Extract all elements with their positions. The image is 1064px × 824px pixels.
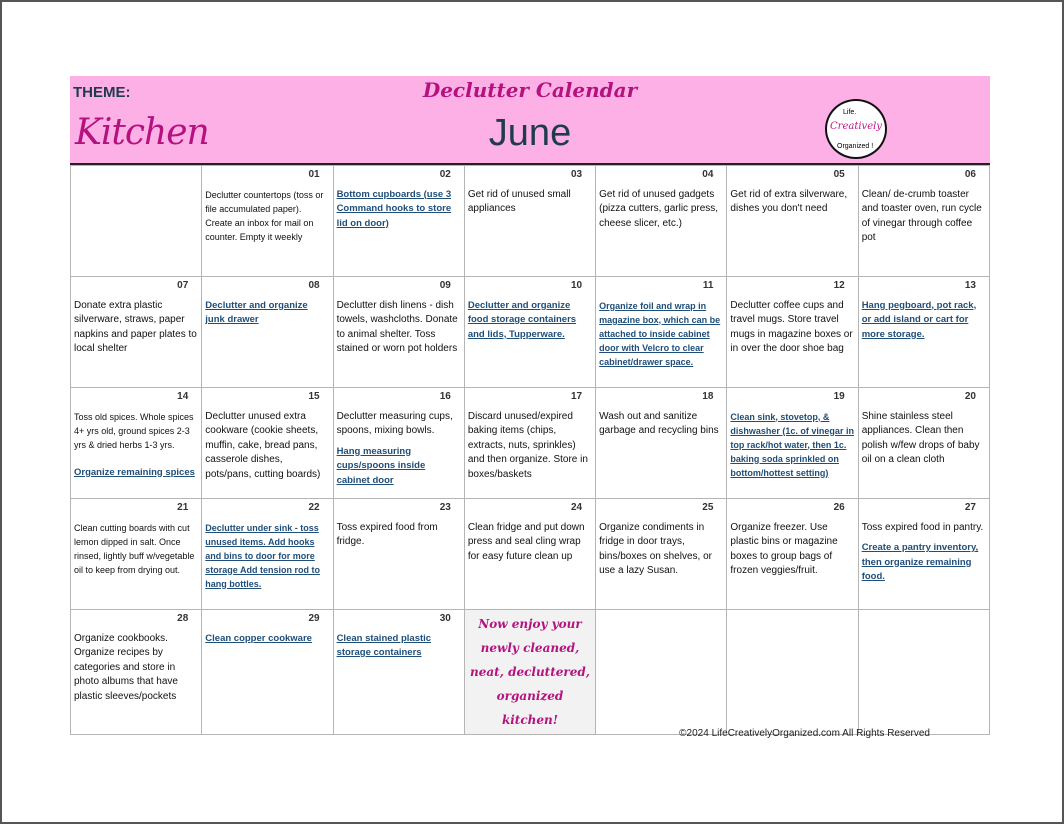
logo-text: Creatively <box>830 121 882 132</box>
task-text: Wash out and sanitize garbage and recycling bins <box>599 410 719 436</box>
task-text: Discard unused/expired baking items (chips, extracts, nuts, sprinkles) and then organize. Store in boxes/baskets <box>467 410 588 480</box>
day-number: 24 <box>571 502 583 513</box>
task-link[interactable]: Clean stained plastic storage containers <box>336 632 432 658</box>
calendar-day-cell <box>202 388 333 499</box>
task-text: Toss expired food from fridge. <box>336 521 438 547</box>
calendar-day-cell <box>71 166 202 277</box>
task-text: Organize cookbooks. Organize recipes by categories and store in photo albums that have plastic sleeves/pockets <box>74 632 178 702</box>
calendar-day-cell <box>858 277 989 388</box>
calendar-day-cell <box>858 166 989 277</box>
calendar-day-cell <box>71 499 202 610</box>
calendar-day-cell <box>202 277 333 388</box>
day-number: 02 <box>439 169 451 180</box>
day-number: 19 <box>833 391 845 402</box>
task-text: Declutter coffee cups and travel mugs. Store travel mugs in magazine boxes or in over the door shoe bag <box>730 299 853 354</box>
calendar-day-cell <box>464 277 595 388</box>
calendar-day-cell <box>71 388 202 499</box>
day-number: 12 <box>833 280 845 291</box>
task-link[interactable]: Create a pantry inventory, then organize remaining food. <box>861 542 979 582</box>
day-number: 11 <box>702 280 714 291</box>
calendar-day-cell <box>333 166 464 277</box>
calendar-day-cell <box>464 388 595 499</box>
day-number: 22 <box>308 502 320 513</box>
task-text: Clean/ de-crumb toaster and toaster oven, run cycle of vinegar through coffee pot <box>861 188 982 243</box>
calendar-day-cell <box>596 166 727 277</box>
task-link[interactable]: Organize remaining spices <box>74 466 195 478</box>
calendar-week <box>71 499 990 610</box>
calendar-grid <box>70 165 990 735</box>
task-link[interactable]: Declutter under sink - toss unused items. Add hooks and bins to door for more storage Add tension rod to hang bottles. <box>205 522 320 589</box>
theme-label: THEME: <box>73 84 131 101</box>
calendar-week <box>71 388 990 499</box>
day-number: 16 <box>439 391 451 402</box>
day-number: 20 <box>964 391 976 402</box>
empty-cell <box>727 610 858 735</box>
calendar-day-cell <box>464 499 595 610</box>
calendar-day-cell <box>464 166 595 277</box>
day-number: 15 <box>308 391 320 402</box>
task-link[interactable]: Declutter and organize food storage containers and lids, Tupperware. <box>467 299 577 340</box>
day-number: 29 <box>308 613 320 624</box>
task-text: Toss old spices. Whole spices 4+ yrs old, ground spices 2-3 yrs & dried herbs 1-3 yrs. <box>74 411 194 450</box>
task-text: Toss expired food in pantry. <box>861 521 984 533</box>
calendar-day-cell <box>596 277 727 388</box>
calendar-day-cell <box>202 166 333 277</box>
empty-cell <box>858 610 989 735</box>
task-text: Get rid of unused gadgets (pizza cutters, garlic press, cheese slicer, etc.) <box>599 188 719 229</box>
task-text: Declutter countertops (toss or file accumulated paper). Create an inbox for mail on counter. Empty it weekly <box>205 189 324 242</box>
calendar-day-cell <box>202 610 333 735</box>
task-link[interactable]: Hang measuring cups/spoons inside cabinet door <box>336 445 426 486</box>
task-link[interactable]: Hang pegboard, pot rack, or add island or cart for more storage. <box>861 299 977 340</box>
day-number: 28 <box>177 613 189 624</box>
day-number: 10 <box>571 280 583 291</box>
calendar-day-cell <box>202 499 333 610</box>
day-number: 17 <box>571 391 583 402</box>
day-number: 25 <box>702 502 714 513</box>
calendar-day-cell <box>333 499 464 610</box>
task-text: Donate extra plastic silverware, straws, paper napkins and paper plates to local shelter <box>74 299 197 354</box>
day-number: 09 <box>439 280 451 291</box>
calendar-day-cell <box>596 499 727 610</box>
calendar-day-cell <box>858 499 989 610</box>
logo-text: Organized ! <box>837 143 874 150</box>
theme-name: Kitchen <box>75 112 209 153</box>
task-text: Get rid of unused small appliances <box>467 188 571 214</box>
task-text: Organize freezer. Use plastic bins or magazine boxes to group bags of frozen veggies/fruit. <box>730 521 838 576</box>
empty-cell <box>596 610 727 735</box>
task-text: Get rid of extra silverware, dishes you don't need <box>730 188 848 214</box>
day-number: 08 <box>308 280 320 291</box>
day-number: 21 <box>177 502 189 513</box>
day-number: 18 <box>702 391 714 402</box>
calendar-day-cell <box>727 388 858 499</box>
calendar-title: Declutter Calendar <box>422 78 638 102</box>
task-link[interactable]: Declutter and organize junk drawer <box>205 299 308 325</box>
calendar-day-cell <box>333 610 464 735</box>
calendar-day-cell <box>333 388 464 499</box>
task-text: Organize condiments in fridge in door trays, bins/boxes on shelves, or use a lazy Susan. <box>599 521 712 576</box>
calendar-day-cell <box>596 388 727 499</box>
day-number: 30 <box>439 613 451 624</box>
month-title: June <box>488 112 572 154</box>
calendar-day-cell <box>71 277 202 388</box>
day-number: 05 <box>833 169 845 180</box>
closing-message: Now enjoy your newly cleaned, neat, decluttered, organized kitchen! <box>464 610 595 735</box>
day-number: 04 <box>702 169 714 180</box>
day-number: 13 <box>964 280 976 291</box>
day-number: 03 <box>571 169 583 180</box>
task-link[interactable]: Clean copper cookware <box>205 632 312 644</box>
calendar-day-cell <box>727 277 858 388</box>
day-number: 27 <box>964 502 976 513</box>
calendar-week <box>71 610 990 735</box>
calendar-week <box>71 166 990 277</box>
day-number: 26 <box>833 502 845 513</box>
calendar-header <box>70 76 990 166</box>
day-number: 07 <box>177 280 189 291</box>
brand-logo <box>825 99 887 159</box>
day-number: 23 <box>439 502 451 513</box>
task-text: Declutter unused extra cookware (cookie sheets, muffin, cake, bread pans, casserole dishes, pots/pans, cutting boards) <box>205 410 321 480</box>
day-number: 01 <box>308 169 320 180</box>
day-number: 14 <box>177 391 189 402</box>
task-link[interactable]: Bottom cupboards (use 3 Command hooks to store lid on door) <box>336 188 452 229</box>
copyright: ©2024 LifeCreativelyOrganized.com All Rights Reserved <box>679 728 930 739</box>
calendar-day-cell <box>71 610 202 735</box>
calendar-day-cell <box>727 166 858 277</box>
calendar-day-cell <box>858 388 989 499</box>
task-text: Declutter measuring cups, spoons, mixing bowls. <box>336 410 453 436</box>
calendar-day-cell <box>727 499 858 610</box>
logo-text: Life. <box>843 109 857 116</box>
task-text: Clean fridge and put down press and seal cling wrap for easy future clean up <box>467 521 585 562</box>
task-link[interactable]: Clean sink, stovetop, & dishwasher (1c. of vinegar in top rack/hot water, then 1c. baking soda sprinkled on bottom/hottest setting) <box>730 411 854 478</box>
day-number: 06 <box>964 169 976 180</box>
calendar-week <box>71 277 990 388</box>
task-link[interactable]: Organize foil and wrap in magazine box, which can be attached to inside cabinet door with Velcro to clear cabinet/drawer space. <box>599 300 721 367</box>
calendar-day-cell <box>333 277 464 388</box>
task-text: Clean cutting boards with cut lemon dipped in salt. Once rinsed, lightly buff w/vegetable oil to keep from drying out. <box>74 522 195 575</box>
task-text: Declutter dish linens - dish towels, washcloths. Donate to animal shelter. Toss stained or worn pot holders <box>336 299 458 354</box>
task-text: Shine stainless steel appliances. Clean then polish w/few drops of baby oil on a clean cloth <box>861 410 980 465</box>
